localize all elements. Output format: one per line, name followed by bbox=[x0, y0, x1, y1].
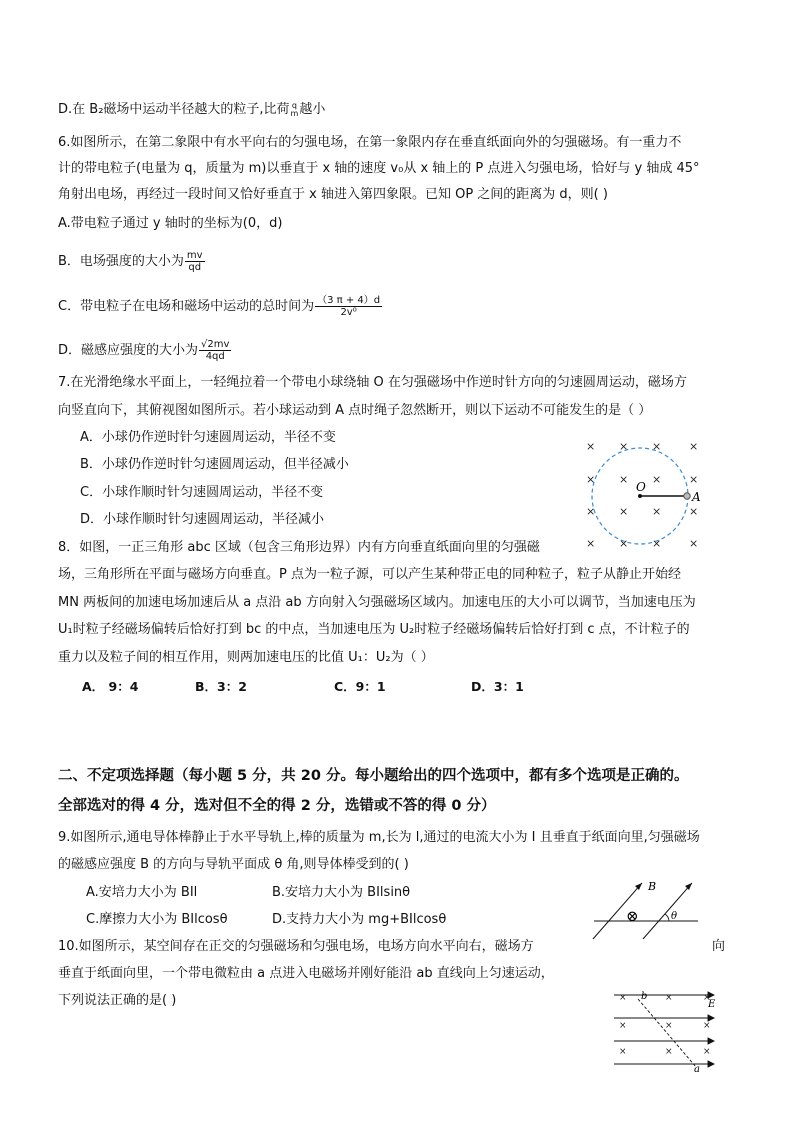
arrow-icon bbox=[685, 883, 692, 890]
q8-stem-line-5: 重力以及粒子间的相互作用，则两加速电压的比值 U₁：U₂为（ ） bbox=[58, 650, 434, 665]
q5-option-d-text: D.在 B₂磁场中运动半径越大的粒子,比荷 bbox=[58, 102, 290, 117]
q6-option-a: A.带电粒子通过 y 轴时的坐标为(0，d) bbox=[58, 216, 283, 231]
label-o: O bbox=[636, 480, 646, 494]
fraction-num: q bbox=[291, 100, 297, 110]
field-cross: × bbox=[619, 537, 629, 550]
q6-option-b bbox=[58, 250, 206, 273]
fraction-num: mv bbox=[186, 250, 203, 261]
q9-option-a: A.安培力大小为 BIl bbox=[86, 885, 198, 900]
q10-stem-line-3: 下列说法正确的是( ) bbox=[58, 993, 177, 1008]
charged-ball bbox=[684, 493, 690, 499]
q8-option-d: D．3：1 bbox=[471, 679, 524, 694]
q6-option-d bbox=[58, 339, 232, 362]
fraction-num: √2mv bbox=[201, 339, 230, 350]
q9-stem-line-1: 9.如图所示,通电导体棒静止于水平导轨上,棒的质量为 m,长为 l,通过的电流大小为 I 且垂直于纸面向里,匀强磁场 bbox=[58, 830, 700, 845]
q6-option-b-text: B．电场强度的大小为 bbox=[58, 254, 184, 269]
section-2-heading-line-1: 二、不定项选择题（每小题 5 分，共 20 分。每小题给出的四个选项中，都有多个选项是正确的。 bbox=[58, 768, 689, 784]
q8-stem-line-1: 8．如图，一正三角形 abc 区域（包含三角形边界）内有方向垂直纸面向里的匀强磁 bbox=[58, 540, 540, 555]
q8-stem-line-4: U₁时粒子经磁场偏转后恰好打到 bc 的中点，当加速电压为 U₂时粒子经磁场偏转后恰好打到 c 点，不计粒子的 bbox=[58, 622, 690, 637]
q5-option-d-end: 越小 bbox=[299, 102, 326, 117]
label-b: b bbox=[641, 991, 648, 1002]
field-cross: × bbox=[652, 537, 662, 550]
field-cross: × bbox=[619, 993, 627, 1003]
fraction-num: （3 π + 4）d bbox=[317, 295, 381, 306]
q10-stem-line-1-end: 向 bbox=[712, 939, 726, 954]
fraction-den: qd bbox=[188, 262, 202, 273]
field-cross: × bbox=[703, 1047, 711, 1057]
field-cross: × bbox=[689, 505, 699, 518]
q8-options bbox=[0, 677, 794, 697]
field-cross: × bbox=[652, 440, 662, 453]
label-a: a bbox=[694, 1064, 700, 1073]
field-cross: × bbox=[689, 473, 699, 486]
field-cross: × bbox=[619, 440, 629, 453]
q6-option-b-fraction bbox=[185, 250, 205, 273]
field-cross: × bbox=[586, 505, 596, 518]
q8-option-b: B．3：2 bbox=[195, 679, 247, 694]
q8-option-a: A． 9：4 bbox=[82, 679, 139, 694]
q6-stem-line-3: 角射出电场，再经过一段时间又恰好垂直于 x 轴进入第四象限。已知 OP 之间的距离为 d，则( ) bbox=[58, 187, 608, 202]
field-cross: × bbox=[619, 473, 629, 486]
q7-stem-line-1: 7.在光滑绝缘水平面上，一轻绳拉着一个带电小球绕轴 O 在匀强磁场中作逆时针方向的匀速圆周运动，磁场方 bbox=[58, 375, 687, 390]
q9-option-b: B.安培力大小为 BIlsinθ bbox=[272, 885, 411, 900]
fraction-den: 2v⁰ bbox=[340, 307, 357, 318]
q8-stem-line-2: 场，三角形所在平面与磁场方向垂直。P 点为一粒子源，可以产生某种带正电的同种粒子，粒子从静止开始经 bbox=[58, 567, 681, 582]
field-cross: × bbox=[665, 1021, 673, 1031]
q10-stem-line-2: 垂直于纸面向里，一个带电微粒由 a 点进入电磁场并刚好能沿 ab 直线向上匀速运动， bbox=[58, 966, 554, 981]
q5-option-d bbox=[58, 101, 325, 119]
angle-arc bbox=[665, 914, 669, 921]
label-e: E bbox=[708, 999, 716, 1010]
q6-option-c bbox=[58, 295, 383, 318]
q6-stem-line-2: 计的带电粒子(电量为 q，质量为 m)以垂直于 x 轴的速度 v₀从 x 轴上的 P 点进入匀强电场，恰好与 y 轴成 45° bbox=[58, 161, 700, 176]
q7-option-d: D．小球作顺时针匀速圆周运动，半径减小 bbox=[80, 512, 325, 527]
q6-option-d-fraction bbox=[199, 339, 231, 362]
q7-option-a: A．小球仍作逆时针匀速圆周运动，半径不变 bbox=[80, 430, 336, 445]
field-cross: × bbox=[665, 1047, 673, 1057]
field-cross: × bbox=[619, 505, 629, 518]
label-b: B bbox=[648, 880, 657, 893]
axis-point bbox=[638, 494, 642, 498]
field-cross: × bbox=[652, 505, 662, 518]
q6-stem-line-1: 6.如图所示，在第二象限中有水平向右的匀强电场，在第一象限内存在垂直纸面向外的匀强磁场。有一重力不 bbox=[58, 135, 682, 150]
q10-field-figure bbox=[610, 985, 720, 1073]
q9-rail-figure bbox=[588, 873, 708, 943]
q9-option-d: D.支持力大小为 mg+BIlcosθ bbox=[272, 912, 447, 927]
field-cross: × bbox=[689, 537, 699, 550]
field-cross: × bbox=[652, 473, 662, 486]
q7-option-c: C．小球作顺时针匀速圆周运动，半径不变 bbox=[80, 485, 324, 500]
field-cross: × bbox=[619, 1047, 627, 1057]
field-cross: × bbox=[586, 473, 596, 486]
arrow-icon bbox=[708, 1061, 714, 1067]
field-cross: × bbox=[619, 1021, 627, 1031]
q8-stem-line-3: MN 两板间的加速电场加速后从 a 点沿 ab 方向射入匀强磁场区域内。加速电压的大小可以调节，当加速电压为 bbox=[58, 595, 696, 610]
q8-option-c: C．9：1 bbox=[334, 679, 386, 694]
field-cross: × bbox=[665, 993, 673, 1003]
field-cross: × bbox=[586, 440, 596, 453]
label-a: A bbox=[692, 490, 701, 504]
charge-mass-fraction bbox=[291, 102, 299, 118]
section-2-heading-line-2: 全部选对的得 4 分，选对但不全的得 2 分，选错或不答的得 0 分） bbox=[58, 798, 496, 814]
fraction-den: m bbox=[290, 108, 299, 118]
fraction-den: 4qd bbox=[205, 351, 225, 362]
current-into-page-icon: ⊗ bbox=[626, 907, 639, 925]
q7-stem-line-2: 向竖直向下，其俯视图如图所示。若小球运动到 A 点时绳子忽然断开，则以下运动不可能发生的是（ ） bbox=[58, 403, 652, 418]
field-cross: × bbox=[703, 1021, 711, 1031]
label-theta: θ bbox=[671, 911, 678, 922]
field-cross: × bbox=[586, 537, 596, 550]
q6-option-c-fraction bbox=[315, 295, 382, 318]
q9-stem-line-2: 的磁感应强度 B 的方向与导轨平面成 θ 角,则导体棒受到的( ) bbox=[58, 857, 409, 872]
q6-option-d-text: D．磁感应强度的大小为 bbox=[58, 343, 199, 358]
q6-option-c-text: C．带电粒子在电场和磁场中运动的总时间为 bbox=[58, 299, 315, 314]
arrow-icon bbox=[708, 1038, 714, 1044]
q9-option-c: C.摩擦力大小为 BIlcosθ bbox=[86, 912, 228, 927]
q10-stem-line-1: 10.如图所示，某空间存在正交的匀强磁场和匀强电场，电场方向水平向右，磁场方 bbox=[58, 939, 534, 954]
field-cross: × bbox=[703, 993, 711, 1003]
q7-option-b: B．小球仍作逆时针匀速圆周运动，但半径减小 bbox=[80, 457, 349, 472]
q7-magnetic-field-figure bbox=[576, 434, 716, 552]
arrow-icon bbox=[635, 883, 642, 890]
field-cross: × bbox=[689, 440, 699, 453]
